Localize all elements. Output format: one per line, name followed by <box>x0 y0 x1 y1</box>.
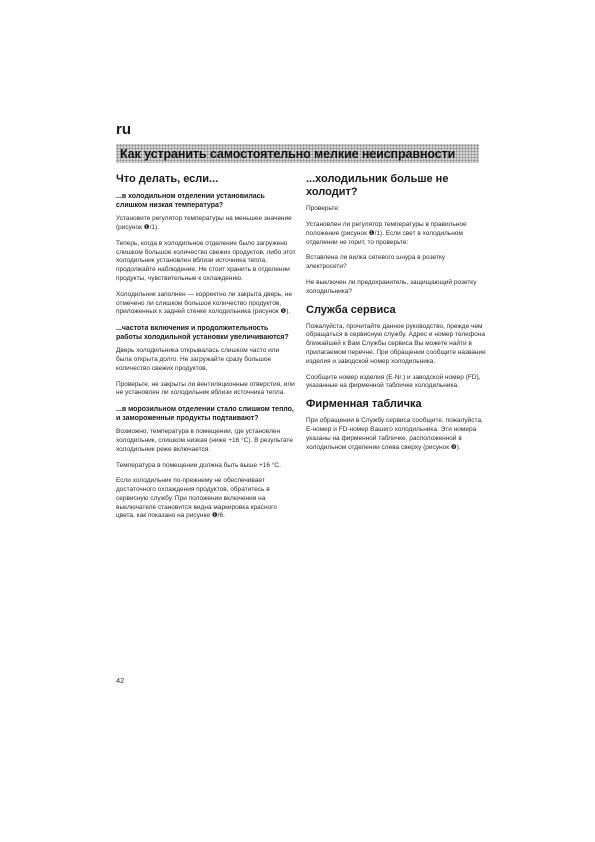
section-paragraph: Установлен ли регулятор температуры в правильное положение (рисунок ❶/1). Если свет в холодильном отделении не горит, то проверьте: <box>306 221 467 246</box>
faq-question: ...в морозильном отделении стало слишком тепло, и замороженные продукты подтаивают? <box>116 406 294 423</box>
section-title-banner <box>116 144 479 163</box>
faq-answer: Если холодильник по-прежнему не обеспечивает достаточного охлаждения продуктов, обратитесь в сервисную службу. При положении включения на выключателе становится видна маркировка красного цвета, как показано на рисунке ❶/6. <box>116 477 278 520</box>
faq-answer: Возможно, температура в помещении, где установлен холодильник, слишком низкая (ниже +16 °C). В результате холодильник реже включается. <box>116 428 293 453</box>
faq-answer: Температура в помещении должна быть выше +16 °C. <box>116 461 281 469</box>
faq-item <box>116 324 296 398</box>
section-paragraph: Пожалуйста, прочитайте данное руководство, прежде чем обращаться в сервисную службу. Адрес и номер телефона ближайшей к Вам Службы сервиса Вы можете найти в прилагаемом перечне. При обращении сообщите название изделия и заводской номер холодильника. <box>306 322 486 365</box>
section-title: Как устранить самостоятельно мелкие неисправности <box>120 146 456 161</box>
section-paragraph: Не выключен ли предохранитель, защищающий розетку холодильника? <box>306 278 477 295</box>
section-heading: Фирменная табличка <box>306 398 422 411</box>
faq-item <box>116 192 296 317</box>
language-code: ru <box>116 121 131 138</box>
section-not-cooling <box>306 173 486 297</box>
right-column <box>306 173 486 459</box>
column-heading: Что делать, если... <box>116 173 219 185</box>
faq-question: ...в холодильном отделении установилась слишком низкая температура? <box>116 193 265 210</box>
faq-answer: Установите регулятор температуры на меньшее значение (рисунок ❶/1). <box>116 215 292 232</box>
left-column <box>116 173 296 528</box>
section-paragraph: Проверьте: <box>306 205 340 213</box>
faq-answer: Холодильник заполнен — корректно ли закрыта дверь, не отмечено ли слишком большое количество продуктов, приложенных к задней стенке холодильника (рисунок ❶). <box>116 290 292 316</box>
section-heading: ...холодильник больше не холодит? <box>306 173 449 199</box>
section-paragraph: При обращении в Службу сервиса сообщите, пожалуйста, E-номер и FD-номер Вашего холодильника. Эти номера указаны на фирменной табличке, расположенной в холодильном отделении слева сверху (рисунок ❷). <box>306 417 483 451</box>
faq-answer: Проверьте, не закрыты ли вентиляционные отверстия, или не установлен ли холодильник вблизи источника тепла. <box>116 380 295 397</box>
faq-answer: Теперь, когда в холодильное отделение было загружено слишком большое количество свежих продуктов, либо этот холодильник установлен вблизи источника тепла, продолжайте наблюдение. Не стоит хранить в отделении продукты, чувствительные к охлаждению. <box>116 239 296 282</box>
section-service <box>306 304 486 392</box>
faq-answer: Дверь холодильника открывалась слишком часто или была открыта долго. Не загружайте сразу большое количество свежих продуктов. <box>116 347 280 372</box>
section-paragraph: Вставлена ли вилка сетевого шнура в розетку электросети? <box>306 254 446 271</box>
section-paragraph: Сообщите номер изделия (E-Nr.) и заводской номер (FD), указанные на фирменной табличке холодильника. <box>306 373 481 390</box>
page-number: 42 <box>116 676 125 685</box>
section-heading: Служба сервиса <box>306 303 396 316</box>
faq-question: ...частота включения и продолжительность работы холодильной установки увеличиваются? <box>116 325 289 342</box>
section-rating-plate <box>306 398 486 452</box>
faq-item <box>116 405 296 521</box>
